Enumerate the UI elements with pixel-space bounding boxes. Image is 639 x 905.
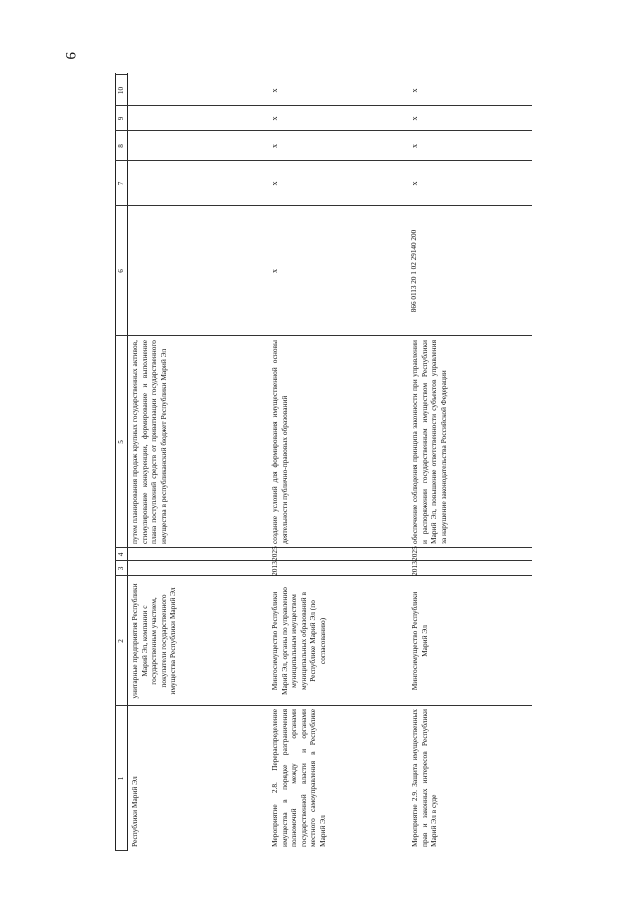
- event-name-cell: Мероприятие 2.9. Защита имущественных прав и законных интересов Республики Марий Эл в суде: [410, 709, 439, 847]
- start-year-cell: 2013: [270, 561, 279, 576]
- column-header-9: 9: [117, 116, 125, 121]
- result-cell: обеспечение соблюдения принципа законности при управлении и распоряжении государственным имуществом Республики Марий Эл, повышение ответственности субъектов управления за нарушение законодательства Российской Федерации: [410, 340, 448, 544]
- event-name-cell: Мероприятие 2.8. Перераспределение имущества в порядке разграничения полномочий между органами государственной власти и органами местного самоуправления в Республике Марий Эл: [270, 709, 327, 847]
- value-cell-8: x: [270, 144, 279, 148]
- executor-cell: Мингосимущество Республики Марий Эл: [410, 591, 429, 691]
- end-year-cell: 2025: [410, 546, 419, 561]
- table-row: [267, 73, 407, 851]
- result-cell: создание условий для формирования имущественной основы деятельности публично-правовых образований: [270, 340, 289, 544]
- column-header-1: 1: [117, 776, 125, 781]
- value-cell-7: x: [270, 181, 279, 186]
- column-header-7: 7: [117, 181, 125, 186]
- event-name-cell: Республики Марий Эл: [130, 776, 139, 847]
- column-header-6: 6: [117, 269, 125, 273]
- column-header-5: 5: [117, 440, 125, 444]
- column-header-4: 4: [117, 552, 125, 557]
- table-row: [127, 73, 267, 851]
- result-cell: путем планирования продаж крупных государственных активов, стимулирование конкуренции, формирование и выполнение плана поступлений средств от приватизации государственного имущества в республиканский бюджет Республики Марий Эл: [130, 340, 168, 544]
- budget-code-cell: x: [270, 269, 279, 273]
- column-header-8: 8: [117, 144, 125, 148]
- page-number: 9: [62, 52, 78, 60]
- program-table: [115, 73, 532, 851]
- value-cell-9: x: [410, 116, 419, 121]
- column-header-2: 2: [117, 639, 125, 643]
- value-cell-8: x: [410, 144, 419, 148]
- end-year-cell: 2025: [270, 546, 279, 561]
- value-cell-7: x: [410, 181, 419, 186]
- start-year-cell: 2013: [410, 561, 419, 576]
- value-cell-10: x: [410, 88, 419, 93]
- table-row: [407, 73, 532, 851]
- column-header-10: 10: [117, 86, 125, 95]
- executor-cell: Мингосимущество Республики Марий Эл, органы по управлению муниципальным имуществом муниципальных образований в Республике Марий Эл (по согласованию): [270, 587, 327, 695]
- budget-code-cell: 866 0113 20 1 02 29140 200: [410, 229, 418, 313]
- column-header-3: 3: [117, 566, 125, 571]
- executor-cell: унитарные предприятия Республики Марий Эл, компании с государственным участием, покупатели государственного имущества Республики Марий Эл: [130, 583, 178, 699]
- value-cell-9: x: [270, 116, 279, 121]
- value-cell-10: x: [270, 88, 279, 93]
